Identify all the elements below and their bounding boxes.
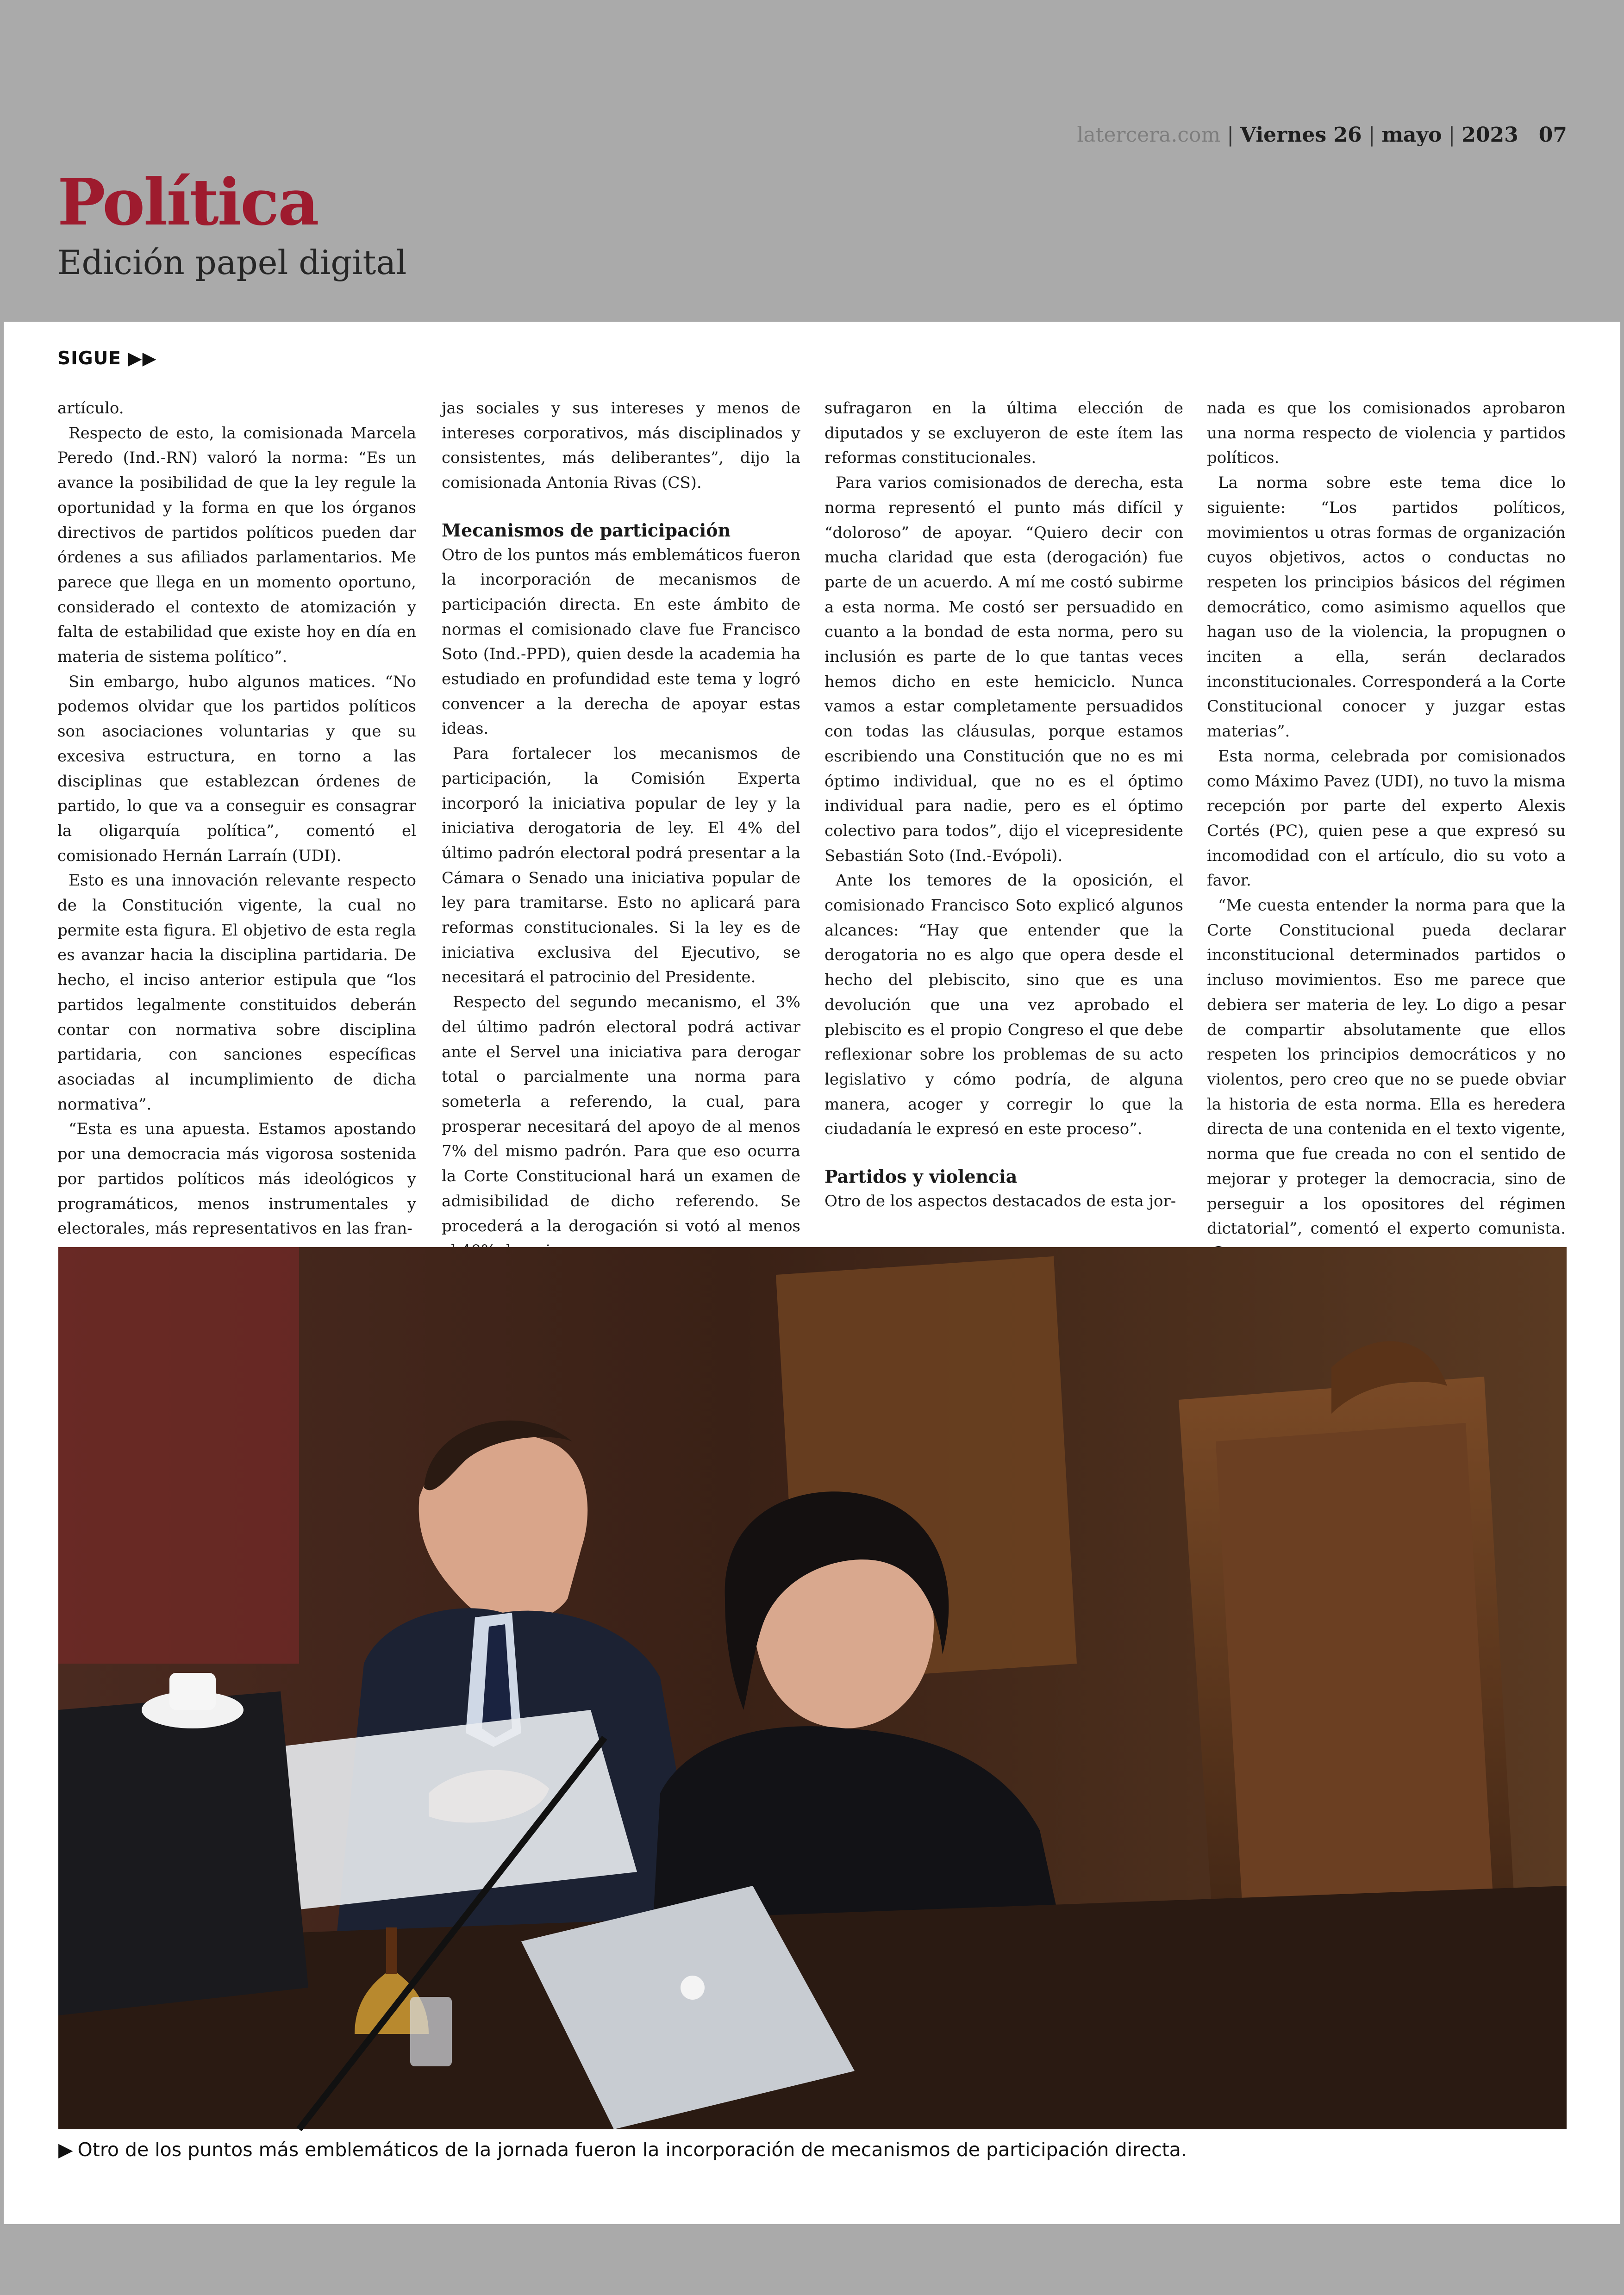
separator: |: [1227, 123, 1234, 147]
paragraph: artículo.: [57, 399, 124, 418]
paragraph: Para fortalecer los mecanismos de participación, la Comisión Experta incorporó la iniciativa popular de ley y la iniciativa derogatoria de ley. El 4% del último padrón electoral podrá presentar a la Cámara o Senado una iniciativa popular de ley para tramitarse. Esto no aplicará para reformas constitucionales. Si la ley es de iniciativa exclusiva del Ejecutivo, se necesitará el patrocinio del Presidente.: [442, 744, 800, 987]
paragraph: Otro de los puntos más emblemáticos fueron la incorporación de mecanismos de participación directa. En este ámbito de normas el comisionado clave fue Francisco Soto (Ind.-PPD), quien desde la academia ha estudiado en profundidad este tema y logró convencer a la derecha de apoyar estas ideas.: [442, 545, 800, 738]
laptop-logo-icon: [681, 1976, 705, 2000]
subheading-violence: Partidos y violencia: [824, 1166, 1018, 1187]
separator: |: [1368, 123, 1375, 147]
paragraph: Ante los temores de la oposición, el comisionado Francisco Soto explicó algunos alcances: “Hay que entender que la derogatoria no es algo que opera desde el hecho del plebiscito, sino que es una devolución que una vez aprobado el plebiscito es el propio Congreso el que debe reflexionar sobre los problemas de su acto legislativo y cómo podría, de alguna manera, acoger y corregir lo que la ciudadanía le expresó en este proceso”.: [824, 871, 1183, 1139]
edition-label: Edición papel digital: [57, 243, 407, 282]
dateline: [1077, 123, 1567, 147]
article-photo: [58, 1247, 1567, 2129]
weekday-date: Viernes 26: [1240, 123, 1362, 147]
paragraph: Esto es una innovación relevante respecto de la Constitución vigente, la cual no permite esta figura. El objetivo de esta regla es avanzar hacia la disciplina partidaria. De hecho, el inciso anterior estipula que “los partidos legalmente constituidos deberán contar con normativa sobre disciplina partidaria, con sanciones específicas asociadas al incumplimiento de dicha normativa”.: [57, 871, 416, 1114]
computer-monitor: [58, 1691, 308, 2015]
month: mayo: [1381, 123, 1442, 147]
site-name: latercera.com: [1077, 123, 1221, 147]
page-number: 07: [1538, 123, 1567, 147]
last-paragraph: [1207, 893, 1566, 1266]
paragraph: Esta norma, celebrada por comisionados como Máximo Pavez (UDI), no tuvo la misma recepción por parte del experto Alexis Cortés (PC), quien pese a que expresó su incomodidad con el artículo, dio su voto a favor.: [1207, 747, 1566, 890]
leather-chair-cushion: [1216, 1423, 1493, 1927]
photo-caption: [58, 2139, 1187, 2161]
separator: |: [1448, 123, 1455, 147]
photo-illustration: [58, 1247, 1567, 2129]
paragraph: Respecto del segundo mecanismo, el 3% del último padrón electoral podrá activar ante el Servel una iniciativa para derogar total o parcialmente una norma para someterla a referendo, la cual, para prosperar necesitará del apoyo de al menos 7% del mismo padrón. Para que eso ocurra la Corte Constitucional hará un examen de admisibilidad de dicho referendo. Se procederá a la derogación si votó al menos: [442, 993, 800, 1235]
paragraph: jas sociales y sus intereses y menos de intereses corporativos, más disciplinados y consistentes, más deliberantes”, dijo la comisionada Antonia Rivas (CS).: [442, 399, 800, 493]
subheading-participation: Mecanismos de participación: [442, 519, 731, 541]
article-column-2: [442, 396, 800, 1235]
header-band: [0, 0, 1624, 322]
paragraph: sufragaron en la última elección de diputados y se excluyeron de este ítem las reformas constitucionales.: [824, 399, 1183, 468]
article-column-1: [57, 396, 416, 1238]
water-glass: [410, 1997, 452, 2066]
year: 2023: [1462, 123, 1518, 147]
paragraph: Otro de los aspectos destacados de esta jor-: [824, 1191, 1176, 1210]
paragraph: nada es que los comisionados aprobaron una norma respecto de violencia y partidos políticos.: [1207, 399, 1566, 468]
bell-handle: [386, 1927, 397, 1974]
article-column-4: [1207, 396, 1566, 1238]
paragraph: Respecto de esto, la comisionada Marcela Peredo (Ind.-RN) valoró la norma: “Es un avance la posibilidad de que la ley regule la oportunidad y la forma en que los órganos directivos de partidos políticos pueden dar órdenes a sus afiliados parlamentarios. Me parece que llega en un momento oportuno, considerado el contexto de atomización y falta de estabilidad que existe hoy en día en materia de sistema político”.: [57, 424, 416, 667]
paragraph-text: “Me cuesta entender la norma para que la Corte Constitucional pueda declarar inconstitucional determinados partidos o incluso movimientos. Eso me parece que debiera ser materia de ley. Lo digo a pesar de compartir absolutamente que ellos respeten los principios democráticos y no violentos, pero creo que no se puede obviar la historia de esta norma. Ella es heredera directa de una contenida en el texto vigente, norma que fue creada no con el sentido de mejorar y proteger la democracia, sino de perseguir a los opositores del régimen dictatorial”, comentó el experto comunista.: [1207, 896, 1566, 1238]
caption-text: Otro de los puntos más emblemáticos de la jornada fueron la incorporación de mecanismos de participación directa.: [77, 2139, 1187, 2161]
section-title: Política: [57, 164, 318, 240]
caption-arrow-icon: ▶: [58, 2139, 73, 2161]
paragraph: Para varios comisionados de derecha, esta norma representó el punto más difícil y “doloroso” de apoyar. “Quiero decir con mucha claridad que esta (derogación) fue parte de un acuerdo. A mí me costó subirme a esta norma. Me costó ser persuadido en cuanto a la bondad de esta norma, pero su inclusión es parte de lo que tantas veces hemos dicho en este hemiciclo. Nunca vamos a estar completamente persuadidos con todas las cláusulas, porque estamos escribiendo una Constitución que no es mi óptimo individual, que no es el óptimo individual para nadie, pero es el óptimo colectivo para todos”, dijo el vicepresidente Sebastián Soto (Ind.-Evópoli).: [824, 474, 1183, 865]
article-column-3: [824, 396, 1183, 1220]
paragraph: “Esta es una apuesta. Estamos apostando por una democracia más vigorosa sostenida por partidos políticos más ideológicos y programáticos, menos instrumentales y electorales, más representativos en las fran-: [57, 1120, 416, 1238]
paragraph: La norma sobre este tema dice lo siguiente: “Los partidos políticos, movimientos u otras formas de organización cuyos objetivos, actos o conductas no respeten los principios básicos del régimen democrático, como asimismo aquellos que hagan uso de la violencia, la propugnen o inciten a ella, serán declarados inconstitucionales. Corresponderá a la Corte Constitucional conocer y juzgar estas materias”.: [1207, 474, 1566, 741]
red-clothing-background: [58, 1247, 299, 1664]
coffee-cup: [169, 1673, 216, 1710]
continues-label: SIGUE ▶▶: [57, 348, 157, 369]
paragraph: Sin embargo, hubo algunos matices. “No podemos olvidar que los partidos políticos son asociaciones voluntarias y que su excesiva estructura, en torno a las disciplinas que establezcan órdenes de partido, lo que va a conseguir es consagrar la oligarquía política”, comentó el comisionado Hernán Larraín (UDI).: [57, 672, 416, 865]
